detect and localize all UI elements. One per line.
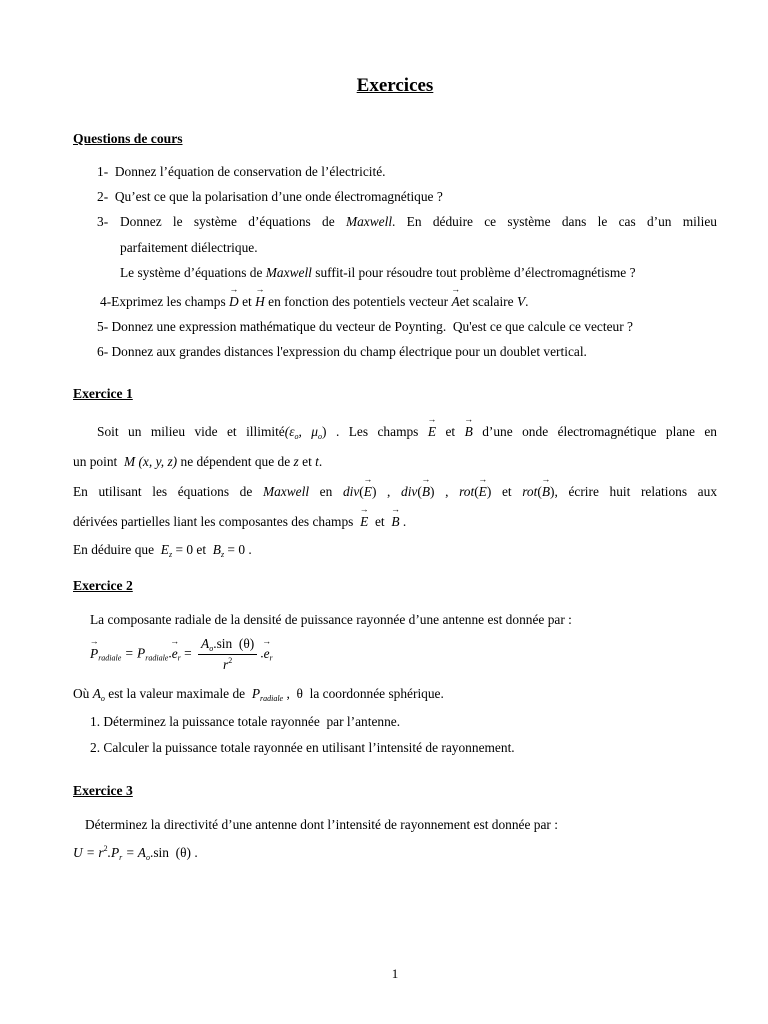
exercise-2-item-1: 1. Déterminez la puissance totale rayonnée par l’antenne. [90,714,401,729]
div-b-op: div [401,484,418,499]
equals-p: = P [124,645,146,661]
bz-symbol: B [212,542,221,557]
rot-b-op: rot [522,484,538,499]
question-4-et: et [242,294,252,309]
fraction-denominator [198,655,257,673]
vector-h: → H [255,294,265,310]
exercise-2-item-2: 2. Calculer la puissance totale rayonnée en utilisant l’intensité de rayonnement. [90,740,515,755]
variable-z: z [293,454,299,469]
exercise-1-line-3-b: , écrire huit relations aux [554,484,718,499]
question-4-text-a: 4-Exprimez les champs [100,294,226,309]
question-2: 2- Qu’est ce que la polarisation d’une onde électromagnétique ? [97,189,443,204]
u-symbol: U [73,845,83,860]
question-3-line-3-a: Le système d’équations de [120,265,263,280]
fraction [198,636,257,673]
radiale-sub-2: radiale [145,653,169,663]
exercise-3-line-1: Déterminez la directivité d’une antenne dont l’intensité de rayonnement est donnée par : [85,817,558,832]
equals-a: = A [125,845,146,860]
scalar-v: V [516,294,526,309]
vector-e: → E [428,424,436,440]
question-3-line-2: parfaitement diélectrique. [120,240,258,255]
pr-symbol: .P [107,845,120,860]
exercise-1-line-5-a: En déduire que [73,542,155,557]
page-title: Exercices [356,75,434,96]
bz-sub: z [220,550,225,559]
epsilon: (ε [284,424,295,439]
rot-e-op: rot [459,484,475,499]
exercise-1-line-3-a: En utilisant les équations de [73,484,253,499]
question-6: 6- Donnez aux grandes distances l'expression du champ électrique pour un doublet vertical. [97,344,587,359]
vector-d: → D [229,294,239,310]
point-m: M (x, y, z) [123,454,178,469]
vector-b: → B [465,424,473,440]
div-e-vector: → E [364,484,372,500]
div-b-vector: → B [422,484,430,500]
bz-equals: = 0 . [227,542,252,557]
pr-sub: r [119,853,123,862]
unit-vector-er-2: → e [264,646,270,662]
unit-vector-er: → e [172,646,178,662]
ez-symbol: E [160,542,169,557]
a-symbol: A [201,636,210,651]
question-1: 1- Donnez l’équation de conservation de l’électricité. [97,164,386,179]
r-symbol: r [223,657,229,672]
exercise-1-en: en [319,484,333,499]
exercise-1-et: et [445,424,456,439]
question-3-text-a: Donnez le système d’équations de [120,214,335,229]
exercise-2-line-2-b: est la valeur maximale de [108,686,246,701]
exercise-1-line-4 [73,514,406,530]
div-e-op: div [342,484,360,499]
question-3-number: 3- [97,214,109,229]
paren-close: ) [322,424,327,439]
question-5: 5- Donnez une expression mathématique du vecteur de Poynting. Qu'est ce que calcule ce vecteur ? [97,319,633,334]
ao-symbol: A [92,686,101,701]
vector-b-2: → B [391,514,399,530]
exercise-2-line-2-a: Où [73,686,90,701]
question-4-text-b: en fonction des potentiels vecteur [268,294,449,309]
rot-b-vector: → B [542,484,550,500]
exercise-1-line-1 [97,424,717,441]
vector-e-2: → E [360,514,368,530]
r-exp: 2 [228,656,233,665]
ez-equals: = 0 et [175,542,207,557]
exercise-2-heading: Exercice 2 [73,578,133,593]
r-squared: 2 [103,844,108,853]
variable-t: t [315,454,319,469]
question-3-maxwell: Maxwell [345,214,393,229]
exercise-1-line-2-et: et [302,454,312,469]
radiale-sub: radiale [98,653,122,663]
exercise-1-text-a: Soit un milieu vide et illimité [97,424,285,439]
exercise-3-equation [73,844,198,862]
er-sub: r [177,653,181,663]
epsilon-sub: o [294,432,299,441]
equals-r: = r [86,845,104,860]
exercise-1-line-2-b: ne dépendent que de [180,454,291,469]
exercise-2-line-1: La composante radiale de la densité de puissance rayonnée d’une antenne est donnée par : [90,612,572,627]
exercise-2-equation: → $P_{radiale} = P_{radiale}.\to e_r$ = $\frac{A_o.\sin (\theta)}{r^2}$ .→ $e_r$ [90,636,273,673]
question-3-line-3 [120,265,636,281]
exercise-1-maxwell: Maxwell [262,484,310,499]
p-radiale-symbol: P [251,686,260,701]
fraction-numerator [198,636,257,655]
a-o-sub: o [145,853,150,862]
mu: , μ [298,424,319,439]
sin-theta: .sin (θ) [213,636,255,651]
exercise-2-line-2-c: , θ la coordonnée sphérique. [286,686,444,701]
exercise-1-line-5 [73,542,252,559]
p-radiale-sub: radiale [260,694,284,703]
exercise-1-text-b: . Les champs [335,424,419,439]
page-number: 1 [391,966,399,981]
ao-sub: o [100,694,105,703]
question-3-line-1 [120,214,717,230]
exercise-1-line-3: En utilisant les équations de Maxwell en div(→ E) , div(→ B) , rot(→ E) et rot(→ B), écrire huit relations aux [73,484,717,500]
er-sub-2: r [269,653,273,663]
exercise-1-line-2-end: . [318,454,323,469]
questions-heading: Questions de cours [73,131,183,146]
exercise-1-heading: Exercice 1 [73,386,133,401]
exercise-1-line-4-et: et [374,514,385,529]
exercise-1-line-2-a: un point [73,454,118,469]
question-3-line-3-b: suffit-il pour résoudre tout problème d’électromagnétisme ? [315,265,636,280]
question-4-end: . [525,294,529,309]
rot-e-vector: → E [479,484,487,500]
exercise-1-line-2 [73,454,322,470]
ez-sub: z [168,550,173,559]
exercise-1-text-c: d’une onde électromagnétique plane en [482,424,717,439]
a-sub: o [209,644,214,653]
exercise-3-heading: Exercice 3 [73,783,133,798]
mu-sub: o [318,432,323,441]
exercise-1-line-4-a: dérivées partielles liant les composantes des champs [73,514,354,529]
exercise-1-line-4-end: . [402,514,407,529]
question-3-text-b: . En déduire ce système dans le cas d’un milieu [392,214,717,229]
question-4-text-c: et scalaire [459,294,514,309]
vector-a: → A [451,294,459,310]
question-4 [100,294,528,310]
vector-p-radiale: → P [90,646,98,662]
question-3-line-3-maxwell: Maxwell [265,265,312,280]
exercise-2-line-2 [73,686,444,703]
sin-theta-2: .sin (θ) . [149,845,198,860]
